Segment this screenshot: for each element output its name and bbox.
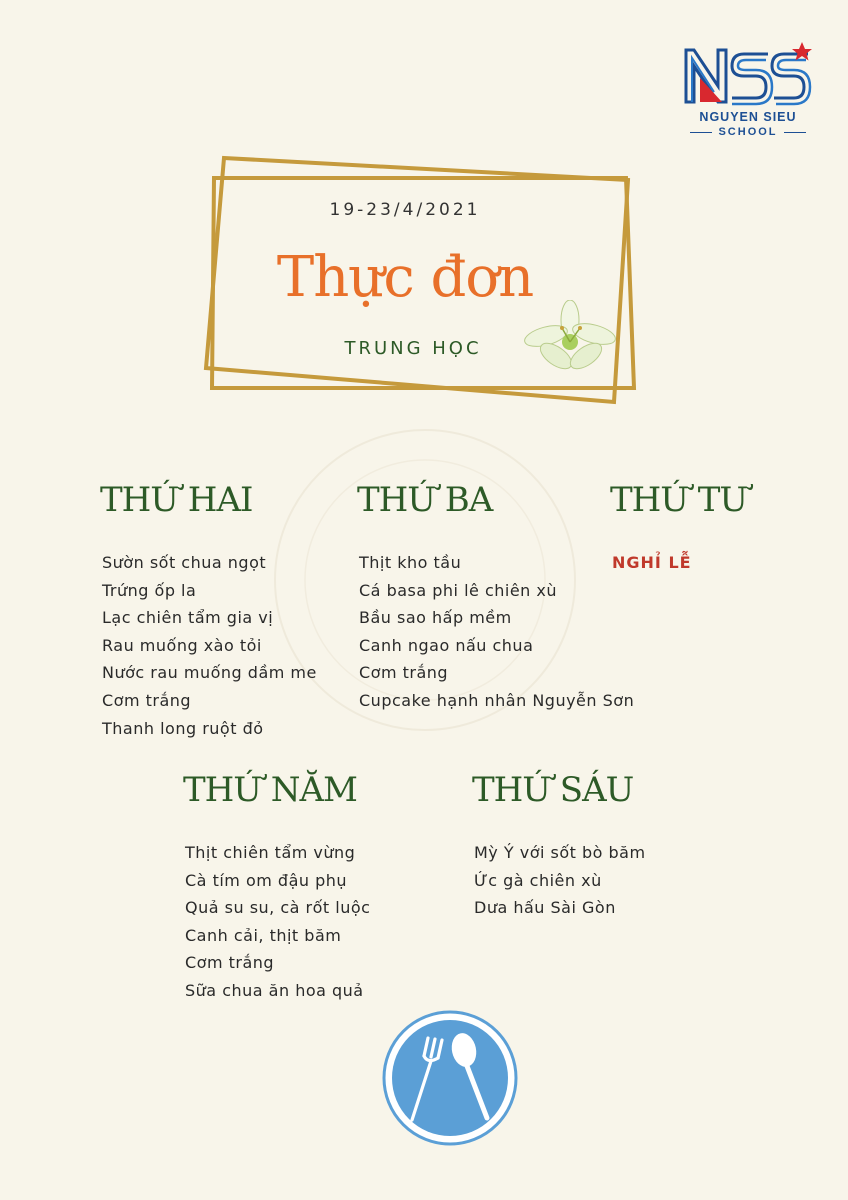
list-item: Mỳ Ý với sốt bò băm <box>474 843 646 862</box>
list-item: Rau muống xào tỏi <box>102 635 262 655</box>
list-item: Cơm trắng <box>102 690 192 710</box>
list-item: Nước rau muống dầm me <box>102 663 317 683</box>
list-item: Thịt chiên tẩm vừng <box>185 843 356 862</box>
menu-list-wednesday <box>612 549 692 577</box>
list-item: Ức gà chiên xù <box>474 870 602 890</box>
list-item: Bầu sao hấp mềm <box>359 608 512 628</box>
list-item: Cá basa phi lê chiên xù <box>359 580 558 600</box>
list-item: Dưa hấu Sài Gòn <box>474 898 616 918</box>
list-item: Sườn sốt chua ngọt <box>102 553 267 572</box>
list-item: Cà tím om đậu phụ <box>185 870 348 890</box>
lily-flower-icon <box>522 300 618 380</box>
list-item: Thanh long ruột đỏ <box>102 718 264 738</box>
menu-date: 19-23/4/2021 <box>329 200 481 220</box>
menu-list-monday <box>102 549 317 742</box>
day-title-thursday: THỨ NĂM <box>183 770 357 810</box>
nss-logo-icon <box>682 40 814 110</box>
list-item: Thịt kho tầu <box>359 553 462 572</box>
list-item: Cơm trắng <box>359 663 449 683</box>
plate-fork-spoon-icon <box>380 1008 520 1152</box>
day-title-wednesday: THỨ TƯ <box>610 480 748 520</box>
day-title-friday: THỨ SÁU <box>472 770 634 810</box>
list-item: Quả su su, cà rốt luộc <box>185 898 371 918</box>
menu-list-friday <box>474 839 646 922</box>
logo-school-sub: SCHOOL <box>678 126 818 138</box>
list-item: Sữa chua ăn hoa quả <box>185 980 364 1000</box>
school-logo <box>678 40 818 150</box>
page-title: Thực đơn <box>276 245 534 310</box>
list-item: Trứng ốp la <box>102 580 197 600</box>
page-subtitle: TRUNG HỌC <box>344 338 482 359</box>
holiday-label: NGHỈ LỄ <box>612 553 692 572</box>
menu-list-tuesday <box>359 549 634 715</box>
list-item: Canh ngao nấu chua <box>359 635 534 655</box>
list-item: Cơm trắng <box>185 953 275 973</box>
day-title-tuesday: THỨ BA <box>357 480 493 520</box>
list-item: Canh cải, thịt băm <box>185 925 342 945</box>
day-title-monday: THỨ HAI <box>100 480 253 520</box>
logo-school-name: NGUYEN SIEU <box>699 110 797 124</box>
menu-list-thursday <box>185 839 370 1005</box>
list-item: Cupcake hạnh nhân Nguyễn Sơn <box>359 690 635 710</box>
list-item: Lạc chiên tẩm gia vị <box>102 608 274 628</box>
